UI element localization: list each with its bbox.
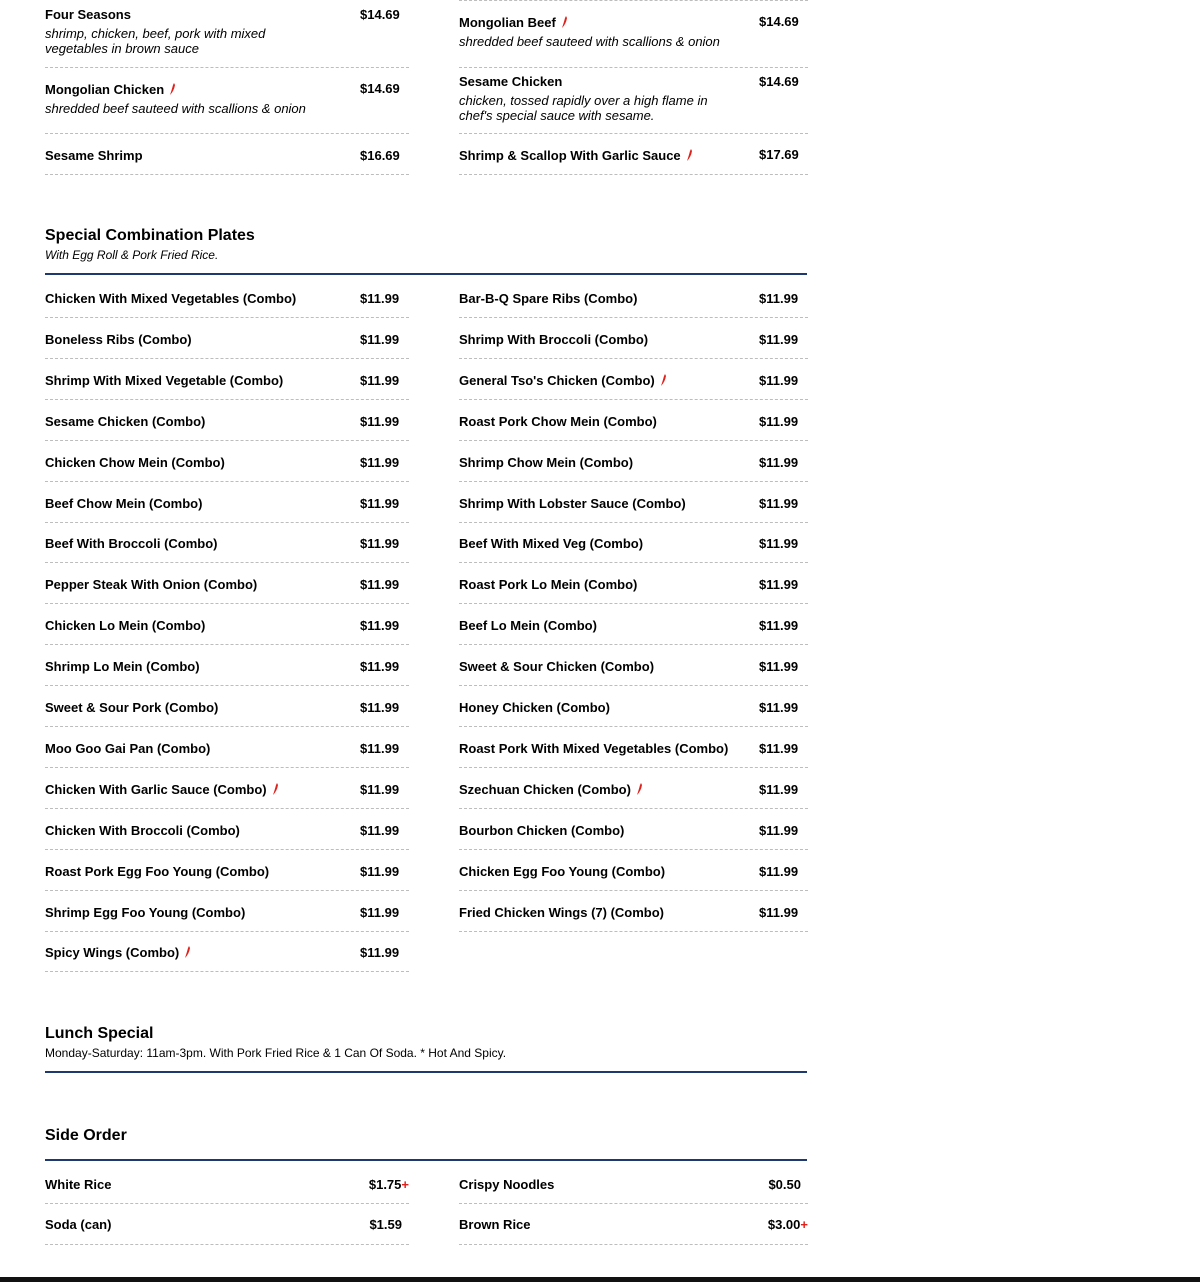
menu-item[interactable] — [45, 0, 409, 68]
item-price: $14.69 — [360, 7, 400, 22]
item-name: Shrimp Lo Mein (Combo) — [45, 659, 200, 675]
item-name: Chicken Egg Foo Young (Combo) — [459, 863, 666, 879]
menu-item[interactable] — [45, 891, 409, 932]
item-name: Chicken With Garlic Sauce (Combo) — [45, 782, 279, 797]
menu-item[interactable] — [45, 1163, 409, 1204]
footer-bar — [0, 1277, 1200, 1282]
menu-item[interactable] — [459, 604, 808, 645]
item-price: $11.99 — [759, 659, 799, 675]
item-name: Spicy Wings (Combo) — [45, 945, 191, 960]
menu-item[interactable] — [459, 563, 808, 604]
menu-item[interactable] — [459, 727, 808, 768]
item-name: Roast Pork With Mixed Vegetables (Combo) — [459, 740, 729, 756]
menu-item[interactable] — [459, 645, 808, 686]
item-name: Roast Pork Chow Mein (Combo) — [459, 413, 657, 429]
menu-item[interactable] — [45, 727, 409, 768]
menu-item[interactable] — [45, 931, 409, 972]
plus-marker: + — [800, 1217, 808, 1232]
plus-marker: + — [401, 1177, 409, 1192]
menu-item[interactable] — [45, 482, 409, 523]
item-price: $11.99 — [360, 740, 400, 756]
item-name: Brown Rice — [459, 1217, 531, 1232]
menu-item[interactable] — [459, 686, 808, 727]
item-price: $11.99 — [759, 536, 799, 552]
item-price: $3.00+ — [767, 1217, 808, 1232]
item-name: Boneless Ribs (Combo) — [45, 331, 192, 347]
chili-pepper-icon — [687, 149, 693, 161]
item-price: $11.99 — [759, 863, 799, 879]
item-name: Mongolian Chicken — [45, 82, 176, 97]
menu-item[interactable] — [45, 68, 409, 134]
item-name: Pepper Steak With Onion (Combo) — [45, 577, 258, 593]
chili-pepper-icon — [170, 83, 176, 95]
menu-item[interactable] — [459, 400, 808, 441]
section-title-lunch: Lunch Special — [45, 1025, 154, 1042]
item-price: $11.99 — [759, 372, 799, 388]
item-price: $11.99 — [360, 372, 400, 388]
menu-item[interactable] — [459, 809, 808, 850]
item-name: Chicken Lo Mein (Combo) — [45, 618, 206, 634]
menu-item[interactable] — [45, 359, 409, 400]
section-title-combo: Special Combination Plates — [45, 227, 255, 244]
item-name: Shrimp Egg Foo Young (Combo) — [45, 904, 246, 920]
item-name: Shrimp With Mixed Vegetable (Combo) — [45, 372, 284, 388]
menu-item[interactable] — [459, 891, 808, 932]
item-name: Sweet & Sour Pork (Combo) — [45, 700, 219, 715]
item-price: $11.99 — [360, 863, 400, 879]
menu-item[interactable] — [459, 277, 808, 318]
item-name: Sesame Chicken (Combo) — [45, 413, 206, 429]
chili-pepper-icon — [273, 783, 279, 795]
item-name: White Rice — [45, 1177, 112, 1192]
menu-item[interactable] — [45, 441, 409, 482]
menu-item[interactable] — [459, 768, 808, 809]
item-price: $16.69 — [360, 148, 400, 163]
item-price: $0.50 — [768, 1177, 801, 1192]
item-price: $11.99 — [759, 740, 799, 756]
item-name: Mongolian Beef — [459, 15, 568, 30]
item-name: General Tso's Chicken (Combo) — [459, 373, 667, 388]
item-name: Chicken With Broccoli (Combo) — [45, 822, 240, 838]
chili-pepper-icon — [562, 16, 568, 28]
item-price: $11.99 — [360, 413, 400, 429]
menu-item[interactable] — [459, 1, 808, 68]
item-price: $11.99 — [759, 822, 799, 838]
menu-item[interactable] — [459, 134, 808, 175]
item-name: Chicken With Mixed Vegetables (Combo) — [45, 291, 297, 306]
item-price: $11.99 — [759, 577, 799, 593]
section-divider — [45, 1071, 807, 1073]
item-price: $11.99 — [360, 945, 400, 961]
item-name: Shrimp Chow Mein (Combo) — [459, 454, 634, 470]
item-description: chicken, tossed rapidly over a high flame in chef's special sauce with sesame. — [459, 93, 708, 123]
item-name: Moo Goo Gai Pan (Combo) — [45, 740, 211, 756]
menu-item[interactable] — [459, 482, 808, 523]
menu-item[interactable] — [45, 563, 409, 604]
item-price: $11.99 — [360, 904, 400, 920]
item-name: Shrimp & Scallop With Garlic Sauce — [459, 148, 693, 163]
item-price: $14.69 — [360, 81, 400, 96]
item-name: Roast Pork Egg Foo Young (Combo) — [45, 863, 270, 879]
menu-item[interactable] — [45, 768, 409, 809]
item-price: $11.99 — [360, 454, 400, 470]
item-name: Roast Pork Lo Mein (Combo) — [459, 577, 638, 593]
item-price: $11.99 — [360, 618, 400, 634]
item-price: $11.99 — [360, 700, 400, 715]
item-price: $11.99 — [759, 454, 799, 470]
item-price: $11.99 — [360, 291, 400, 306]
item-name: Beef Chow Mein (Combo) — [45, 495, 203, 511]
item-price: $11.99 — [759, 618, 799, 634]
item-price: $1.59 — [369, 1217, 402, 1232]
menu-item[interactable] — [45, 645, 409, 686]
menu-item[interactable] — [45, 1204, 409, 1245]
section-title-side: Side Order — [45, 1127, 127, 1144]
item-price: $11.99 — [759, 904, 799, 920]
item-price: $11.99 — [360, 495, 400, 511]
item-name: Bar-B-Q Spare Ribs (Combo) — [459, 291, 638, 306]
item-name: Sesame Shrimp — [45, 148, 143, 163]
item-name: Bourbon Chicken (Combo) — [459, 822, 625, 838]
item-price: $11.99 — [360, 331, 400, 347]
item-name: Beef With Broccoli (Combo) — [45, 536, 218, 552]
item-price: $11.99 — [759, 291, 799, 306]
item-name: Fried Chicken Wings (7) (Combo) — [459, 904, 664, 920]
item-price: $11.99 — [759, 413, 799, 429]
item-price: $14.69 — [759, 14, 799, 29]
item-price: $11.99 — [360, 781, 400, 797]
item-name: Sesame Chicken — [459, 74, 563, 89]
section-divider — [45, 273, 807, 275]
item-price: $1.75+ — [368, 1177, 409, 1192]
chili-pepper-icon — [185, 946, 191, 958]
menu-item[interactable] — [45, 850, 409, 891]
item-name: Soda (can) — [45, 1217, 112, 1232]
item-price: $11.99 — [759, 495, 799, 511]
section-subtitle-lunch: Monday-Saturday: 11am-3pm. With Pork Fried Rice & 1 Can Of Soda. * Hot And Spicy. — [45, 1046, 507, 1060]
menu-item[interactable] — [459, 850, 808, 891]
menu-item[interactable] — [45, 400, 409, 441]
menu-item[interactable] — [45, 134, 409, 175]
menu-item[interactable] — [45, 809, 409, 850]
item-name: Crispy Noodles — [459, 1177, 555, 1192]
item-name: Chicken Chow Mein (Combo) — [45, 454, 225, 470]
item-description: shredded beef sauteed with scallions & onion — [459, 34, 720, 49]
item-price: $11.99 — [360, 659, 400, 675]
item-price: $11.99 — [759, 781, 799, 797]
menu-item[interactable] — [459, 318, 808, 359]
item-name: Sweet & Sour Chicken (Combo) — [459, 659, 655, 675]
menu-item[interactable] — [459, 441, 808, 482]
menu-item[interactable] — [459, 68, 808, 134]
chili-pepper-icon — [637, 783, 643, 795]
menu-item[interactable] — [45, 522, 409, 563]
item-price: $11.99 — [360, 822, 400, 838]
section-divider — [45, 1159, 807, 1161]
item-price: $11.99 — [759, 331, 799, 347]
item-price: $14.69 — [759, 74, 799, 89]
section-subtitle-combo: With Egg Roll & Pork Fried Rice. — [45, 248, 219, 262]
item-description: shredded beef sauteed with scallions & onion — [45, 101, 306, 116]
item-name: Shrimp With Broccoli (Combo) — [459, 331, 649, 347]
menu-item[interactable] — [45, 277, 409, 318]
item-price: $11.99 — [759, 700, 799, 715]
item-name: Shrimp With Lobster Sauce (Combo) — [459, 495, 686, 511]
item-name: Honey Chicken (Combo) — [459, 700, 610, 715]
item-name: Four Seasons — [45, 7, 131, 22]
menu-item[interactable] — [459, 359, 808, 400]
item-name: Beef Lo Mein (Combo) — [459, 618, 597, 634]
menu-item[interactable] — [45, 604, 409, 645]
item-description: shrimp, chicken, beef, pork with mixed vegetables in brown sauce — [45, 26, 266, 56]
item-price: $11.99 — [360, 577, 400, 593]
item-price: $17.69 — [759, 147, 799, 162]
menu-item[interactable] — [459, 522, 808, 563]
item-name: Szechuan Chicken (Combo) — [459, 782, 643, 797]
item-price: $11.99 — [360, 536, 400, 552]
item-name: Beef With Mixed Veg (Combo) — [459, 536, 644, 552]
menu-item[interactable] — [459, 1204, 808, 1245]
menu-item[interactable] — [459, 1163, 808, 1204]
menu-item[interactable] — [45, 318, 409, 359]
menu-item[interactable] — [45, 686, 409, 727]
chili-pepper-icon — [661, 374, 667, 386]
